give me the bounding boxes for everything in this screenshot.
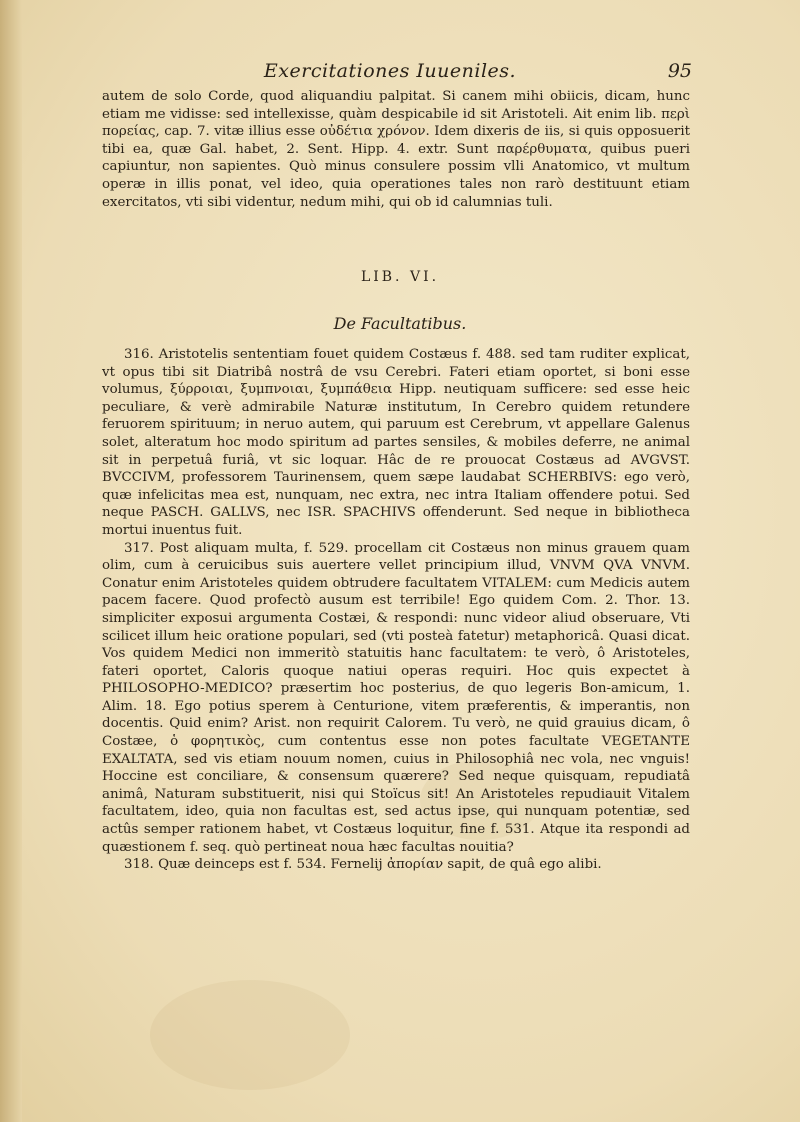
opening-paragraph: autem de solo Corde, quod aliquandiu palpitat. Si canem mihi obiicis, dicam, hunc etiam me vidisse: sed intellexisse, quàm despicabile id sit Aristoteli. Ait enim lib. περὶ πορείας, cap. 7. vitæ illius esse οὐδέτια χρόνον. Idem dixeris de iis, si quis opposuerit tibi ea, quæ Gal. habet, 2. Sent. Hipp. 4. extr. Sunt παρέρθυματα, quibus pueri capiuntur, non sapientes. Quò minus consulere possim vlli Anatomico, vt multum operæ in illis ponat, vel ideo, quia operationes tales non rarò destituunt etiam exercitatos, vti sibi videntur, nedum mihi, qui ob id calumnias tuli.	[102, 89, 690, 210]
chapter-heading: De Facultatibus.	[333, 314, 467, 333]
paragraph-318: 318. Quæ deinceps est f. 534. Fernelij ἀπορίαν sapit, de quâ ego alibi.	[124, 857, 602, 873]
paper-stain	[150, 980, 350, 1090]
binding-gutter	[0, 0, 22, 1122]
paragraph-316: 316. Aristotelis sententiam fouet quidem Costæus f. 488. sed tam ruditer explicat, vt opus tibi sit Diatribâ nostrâ de vsu Cerebri. Fateri etiam oportet, si boni esse volumus, ξύρροιαι, ξυμπνοιαι, ξυμπάθεια Hipp. neutiquam sufficere: sed esse heic peculiare, & verè admirabile Naturæ institutum, In Cerebro quidem retundere feruorem spirituum; in neruo autem, qui paruum est Cerebrum, vt appellare Galenus solet, alteratum hoc modo spiritum ad partes sensiles, & mobiles deferre, ne animal sit in perpetuâ furiâ, vt sic loquar. Hâc de re prouocat Costæus ad AVGVST. BVCCIVM, professorem Taurinensem, quem sæpe laudabat SCHERBIVS: ego verò, quæ infelicitas mea est, nunquam, nec extra, nec intra Italiam offendere potui. Sed neque PASCH. GALLVS, nec ISR. SPACHIVS offenderunt. Sed neque in bibliotheca mortui inuentus fuit.	[102, 347, 690, 538]
paragraph-317: 317. Post aliquam multa, f. 529. procellam cit Costæus non minus grauem quam olim, cum à ceruicibus suis auertere vellet principium illud, VNVM QVA VNVM. Conatur enim Aristoteles quidem obtrudere facultatem VITALEM: cum Medicis autem pacem facere. Quod profectò ausum est terribile! Ego quidem Com. 2. Thor. 13. simpliciter exposui argumenta Costæi, & respondi: nunc videor aliud obseruare, Vti scilicet illum heic oratione populari, sed (vti posteà fatetur) metaphoricâ. Quasi dicat. Vos quidem Medici non immeritò statuitis hanc facultatem: te verò, ô Aristoteles, fateri oportet, Caloris quoque natiui operas requiri. Hoc quis expectet à PHILOSOPHO-MEDICO? præsertim hoc posterius, de quo legeris Bon-amicum, 1. Alim. 18. Ego potius sperem à Centurione, vitem præferentis, & imperantis, non docentis. Quid enim? Arist. non requirit Calorem. Tu verò, ne quid grauius dicam, ô Costæe, ὁ φορητικὸς, cum contentus esse non potes facultate VEGETANTE EXALTATA, sed vis etiam nouum nomen, cuius in Philosophiâ nec vola, nec vnguis! Hoccine est conciliare, & consensum quærere? Sed neque quisquam, repudiatâ animâ, Naturam substituerit, nisi qui Stoïcus sit! An Aristoteles repudiauit Vitalem facultatem, ideo, quia non facultas est, sed actus ipse, qui nunquam potentiæ, sed actûs semper rationem habet, vt Costæus loquitur, fine f. 531. Atque ita respondi ad quæstionem f. seq. quò pertineat noua hæc facultas nouitia?	[102, 540, 690, 855]
page-number: 95	[667, 60, 692, 82]
book-heading: LIB. VI.	[360, 269, 440, 285]
body-text	[102, 346, 690, 874]
running-title: Exercitationes Iuueniles.	[263, 60, 517, 82]
